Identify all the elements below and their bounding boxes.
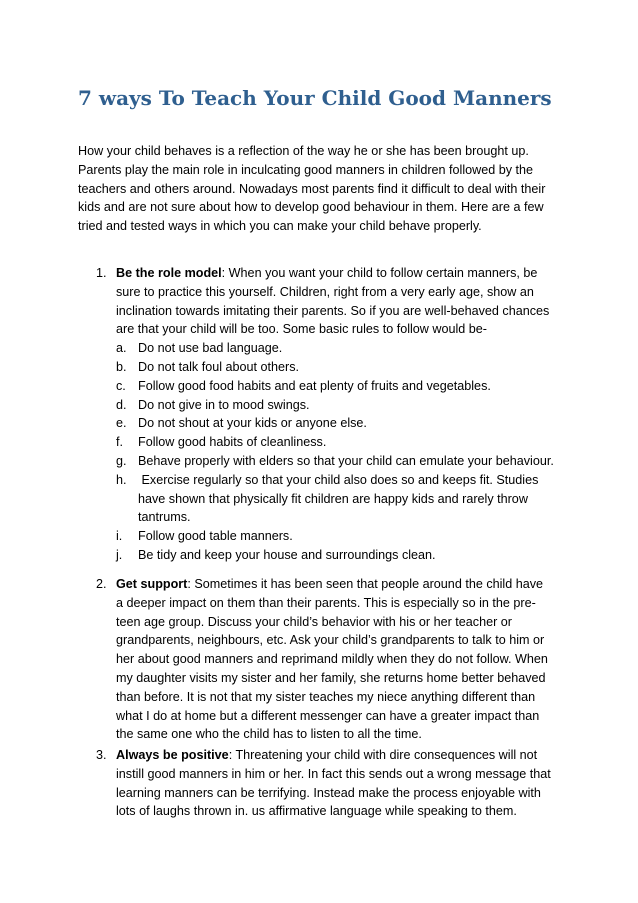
sub-item-letter: h. [116,472,127,487]
sub-item [116,546,568,565]
intro-line: Parents play the main role in inculcating good manners in children followed by the [78,162,534,177]
list-item-first-line-text: : Sometimes it has been seen that people around the child have [187,577,544,591]
list-item-line: instill good manners in him or her. In fact this sends out a wrong message that [116,766,551,781]
sub-item-text: Exercise regularly so that your child also does so and keeps fit. Studies [138,472,539,487]
sub-item-text: Do not give in to mood swings. [138,397,310,412]
list-item-first-line-text: : When you want your child to follow certain manners, be [221,266,538,280]
sub-item [116,358,568,377]
sub-item-letter: i. [116,529,123,544]
intro-line: kids and are not sure about how to develop good behaviour in them. Here are a few [78,200,544,215]
list-item-line: teen age group. Discuss your child’s behavior with his or her teacher or [116,614,512,629]
list-number: 1. [96,266,107,280]
list-item-heading: Get support [116,577,188,591]
sub-item-text: Be tidy and keep your house and surroundings clean. [138,547,436,562]
sub-item-letter: g. [116,453,127,468]
sub-item [116,377,568,396]
list-item-line: grandparents, neighbours, etc. Ask your child’s grandparents to talk to him or [116,633,545,648]
sub-item-text: Follow good table manners. [138,529,293,544]
list-item-heading: Always be positive [116,748,229,762]
list-item-line: sure to practice this yourself. Children, right from a very early age, show an [116,284,534,299]
list-item-line: my daughter visits my sister and her family, she returns home better behaved [116,670,546,685]
sub-item-letter: j. [116,547,123,562]
sub-item-letter: e. [116,416,127,431]
sub-item [116,471,568,527]
sub-item-text: Do not talk foul about others. [138,359,300,374]
intro-line: tried and tested ways in which you can make your child behave properly. [78,219,482,234]
intro-line: teachers and others around. Nowadays most parents find it difficult to deal with their [78,181,546,196]
sub-item-letter: d. [116,397,127,412]
sub-item [116,339,568,358]
sub-item-text: Do not use bad language. [138,341,283,356]
list-item-first-line [116,575,568,594]
sub-item-text: Do not shout at your kids or anyone else. [138,416,367,431]
sub-item-letter: c. [116,378,126,393]
list-item-line: the same one who the child has to listen to all the time. [116,727,422,742]
list-item-line: lots of laughs thrown in. us affirmative language while speaking to them. [116,804,517,819]
document-title: 7 ways To Teach Your Child Good Manners [78,86,552,110]
sub-item-letter: f. [116,435,123,450]
list-item-line: are that your child will be too. Some basic rules to follow would be- [116,322,487,337]
intro-paragraph [78,142,548,236]
list-item-line: a deeper impact on them than their parents. This is especially so in the pre- [116,595,536,610]
list-item-content [116,264,568,565]
list-item-content [116,746,568,821]
sub-item [116,452,568,471]
sub-item-text: Behave properly with elders so that your child can emulate your behaviour. [138,453,554,468]
sub-item [116,527,568,546]
list-number: 2. [96,577,107,591]
list-item-first-line-text: : Threatening your child with dire consequences will not [228,748,538,762]
list-number: 3. [96,748,107,762]
list-item-line: than before. It is not that my sister teaches my niece anything different than [116,689,536,704]
list-item-line: inclination towards imitating their parents. So if you are well-behaved chances [116,303,550,318]
list-item-line: learning manners can be terrifying. Instead make the process enjoyable with [116,785,541,800]
list-item-line: her about good manners and reprimand mildly when they do not follow. When [116,652,548,667]
sub-item-text: Follow good habits of cleanliness. [138,435,327,450]
sub-item [116,433,568,452]
sub-item [116,396,568,415]
list-item-first-line [116,264,568,283]
sub-item-text: tantrums. [138,510,191,525]
list-item-heading: Be the role model [116,266,222,280]
list-item-content [116,575,568,744]
sub-item [116,414,568,433]
sub-item-text: Follow good food habits and eat plenty of fruits and vegetables. [138,378,491,393]
sub-item-letter: b. [116,359,127,374]
intro-line: How your child behaves is a reflection of the way he or she has been brought up. [78,144,529,158]
sub-item-letter: a. [116,341,127,356]
sub-item-text: have shown that physically fit children are happy kids and rarely throw [138,491,528,506]
list-item-line: what I do at home but a different messenger can have a greater impact than [116,708,540,723]
list-item-first-line [116,746,568,765]
